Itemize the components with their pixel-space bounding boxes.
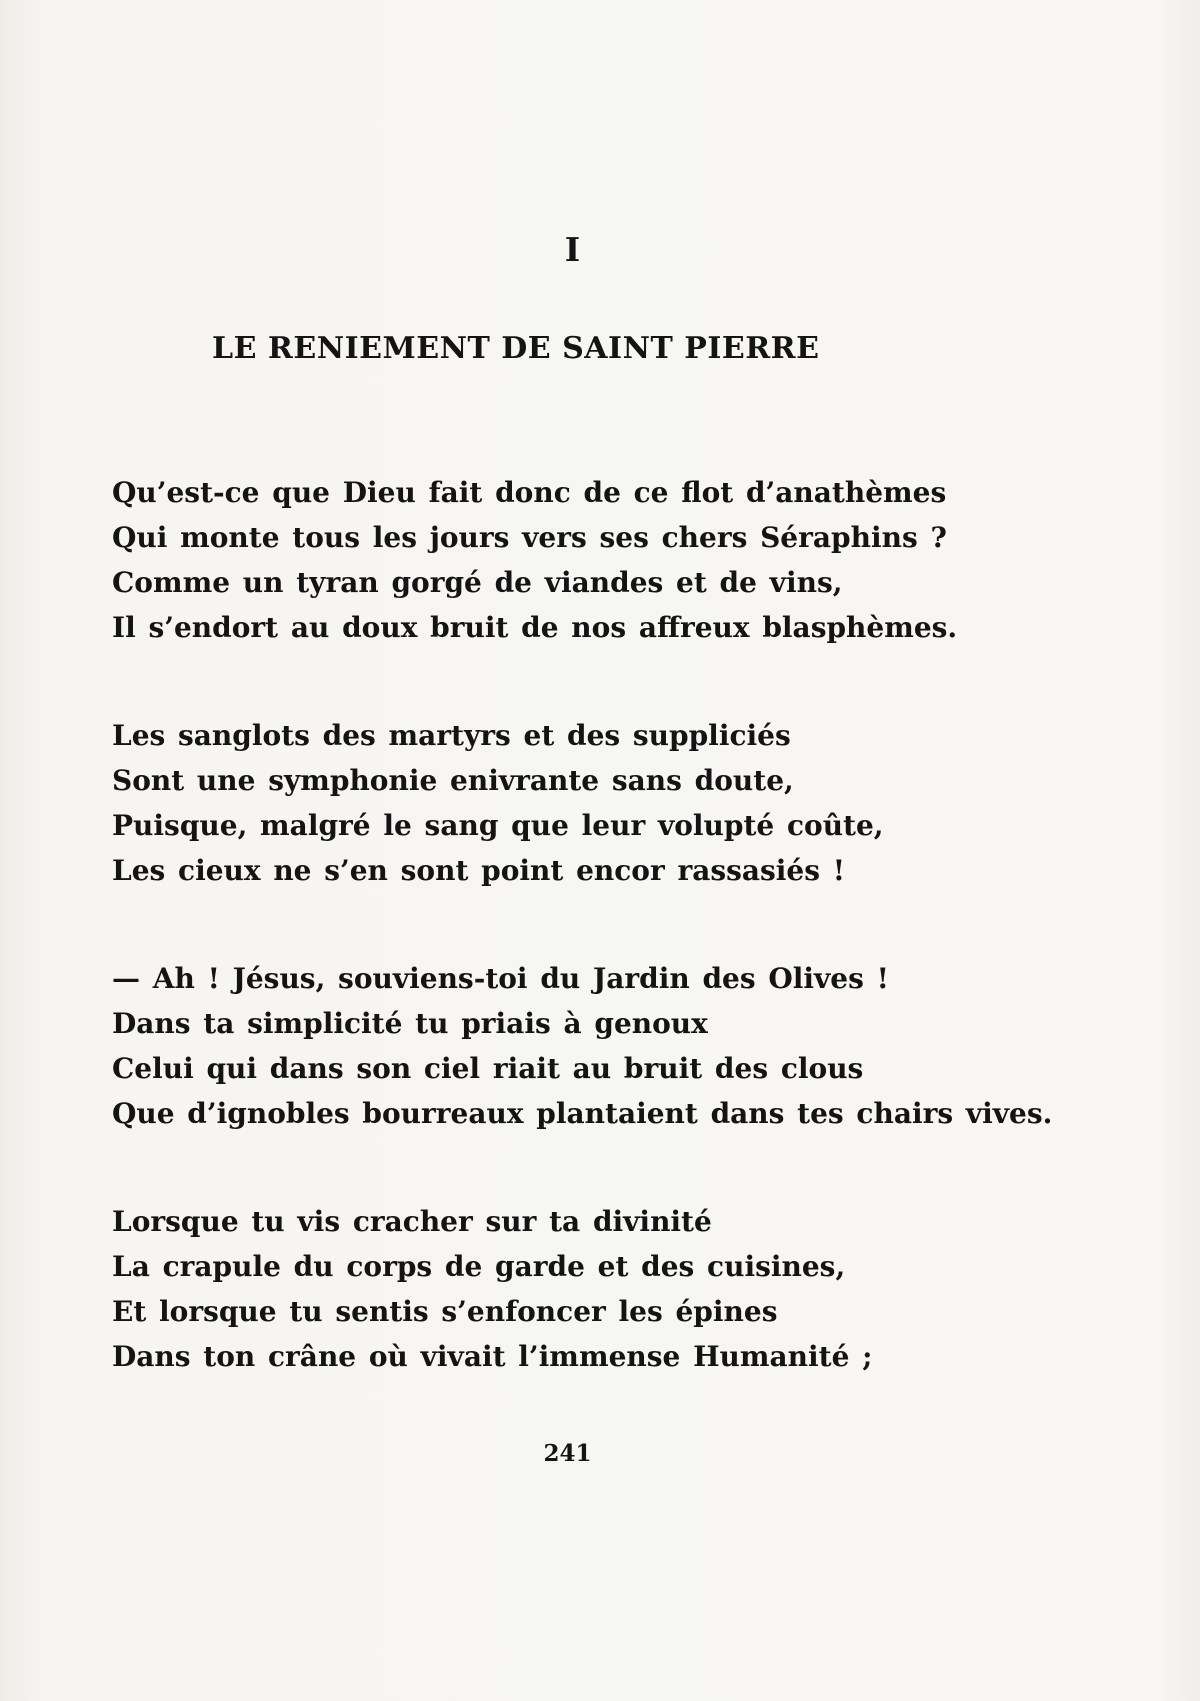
verse-line: Les cieux ne s’en sont point encor rassasiés ! [112, 854, 846, 887]
verse-line: Comme un tyran gorgé de viandes et de vins, [112, 566, 843, 599]
verse-line: Les sanglots des martyrs et des suppliciés [112, 719, 791, 752]
verse-line: Dans ton crâne où vivait l’immense Humanité ; [112, 1340, 873, 1373]
verse-line: La crapule du corps de garde et des cuisines, [112, 1250, 846, 1283]
verse-line: — Ah ! Jésus, souviens-toi du Jardin des Olives ! [112, 962, 889, 995]
verse-line: Puisque, malgré le sang que leur volupté coûte, [112, 809, 884, 842]
poem-title: LE RENIEMENT DE SAINT PIERRE [212, 331, 820, 366]
stanza-1 [112, 470, 957, 650]
verse-line: Que d’ignobles bourreaux plantaient dans tes chairs vives. [112, 1097, 1053, 1130]
verse-line: Il s’endort au doux bruit de nos affreux blasphèmes. [112, 611, 958, 644]
verse-line: Qu’est-ce que Dieu fait donc de ce flot d’anathèmes [112, 476, 947, 509]
section-number: I [564, 230, 582, 269]
verse-line: Dans ta simplicité tu priais à genoux [112, 1007, 708, 1040]
verse-line: Qui monte tous les jours vers ses chers Séraphins ? [112, 521, 947, 554]
stanza-4 [112, 1199, 872, 1379]
stanza-3 [112, 956, 1052, 1136]
verse-line: Lorsque tu vis cracher sur ta divinité [112, 1205, 712, 1238]
page-number: 241 [543, 1440, 592, 1467]
verse-line: Celui qui dans son ciel riait au bruit des clous [112, 1052, 864, 1085]
verse-line: Sont une symphonie enivrante sans doute, [112, 764, 794, 797]
verse-line: Et lorsque tu sentis s’enfoncer les épines [112, 1295, 778, 1328]
stanza-2 [112, 713, 884, 893]
